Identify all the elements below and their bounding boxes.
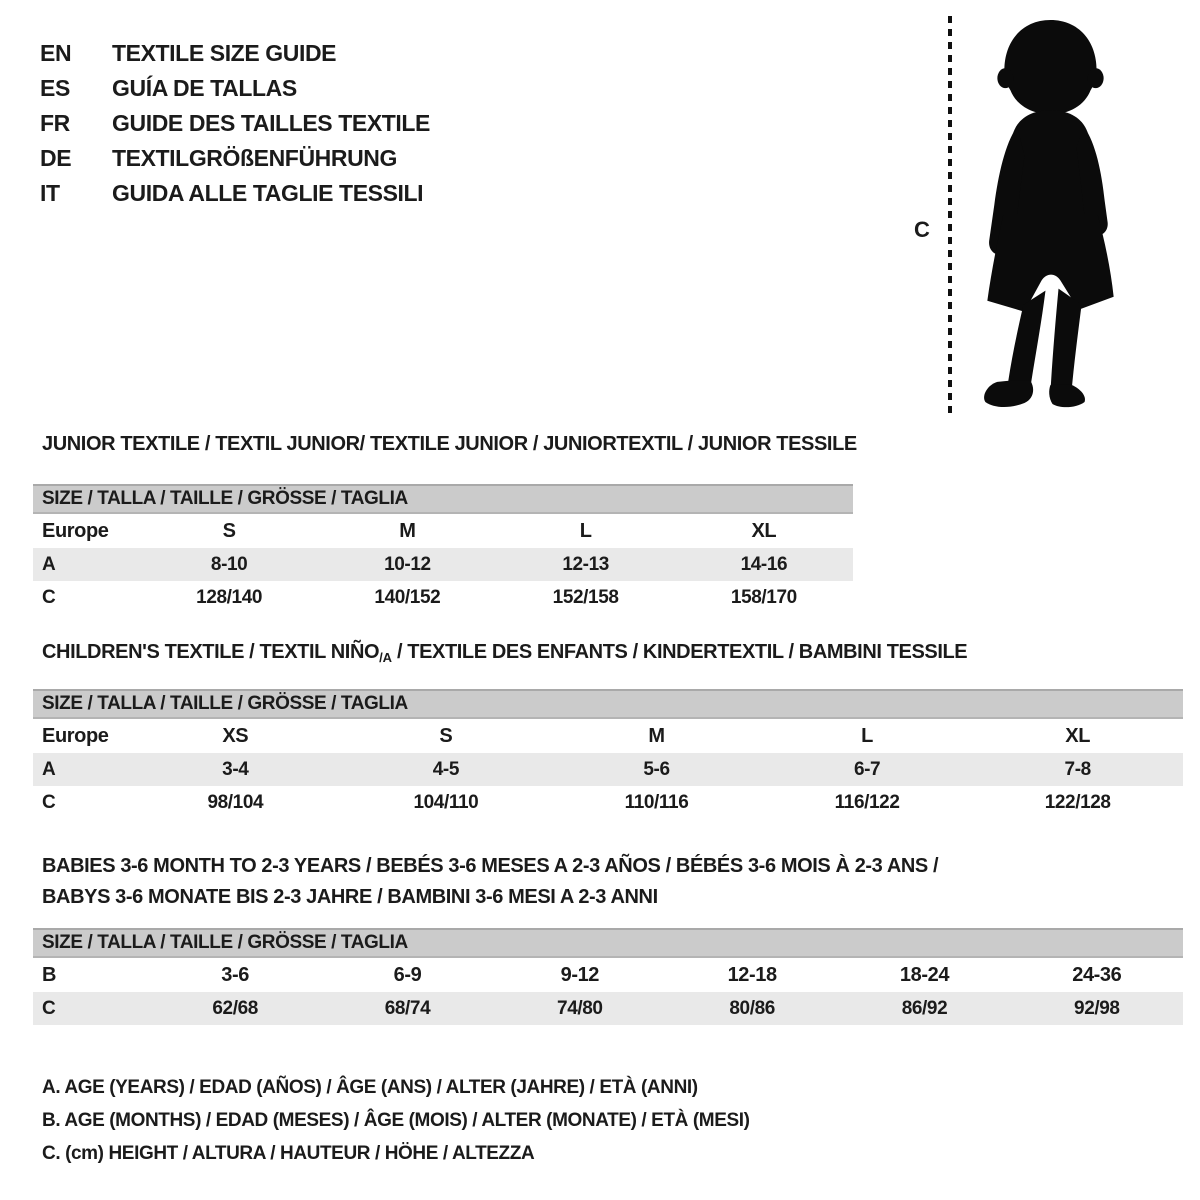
row-label: B — [42, 963, 57, 986]
age-cell: 5-6 — [643, 758, 670, 780]
age-cell: 3-4 — [222, 758, 249, 780]
table-row — [33, 786, 1183, 819]
lang-row-en — [40, 36, 430, 71]
months-cell: 24-36 — [1072, 963, 1122, 986]
children-title-pre: CHILDREN'S TEXTILE / TEXTIL NIÑO — [42, 641, 380, 663]
months-cell: 9-12 — [560, 963, 600, 986]
children-size-table — [33, 689, 1183, 819]
months-cell: 6-9 — [393, 963, 422, 986]
height-cell: 92/98 — [1074, 997, 1120, 1019]
children-section-title — [42, 641, 967, 664]
months-cell: 3-6 — [221, 963, 250, 986]
legend-line-b: B. AGE (MONTHS) / EDAD (MESES) / ÂGE (MOIS) / ALTER (MONATE) / ETÀ (MESI) — [42, 1110, 750, 1131]
height-measure-label: C — [914, 217, 930, 242]
months-cell: 18-24 — [899, 963, 950, 986]
row-label: A — [42, 758, 56, 780]
height-cell: 104/110 — [413, 791, 479, 813]
row-label: Europe — [42, 519, 109, 542]
size-cell: M — [648, 724, 665, 747]
table-row — [33, 719, 1183, 753]
height-cell: 68/74 — [384, 997, 431, 1019]
babies-size-header-bar: SIZE / TALLA / TAILLE / GRÖSSE / TAGLIA — [33, 928, 1183, 958]
lang-code-de: DE — [40, 145, 72, 171]
babies-title-line1: BABIES 3-6 MONTH TO 2-3 YEARS / BEBÉS 3-6 MESES A 2-3 AÑOS / BÉBÉS 3-6 MOIS À 2-3 ANS / — [42, 855, 939, 877]
babies-section-title — [42, 851, 938, 913]
height-cell: 140/152 — [374, 586, 441, 608]
row-label: Europe — [42, 724, 109, 747]
height-cell: 80/86 — [729, 997, 775, 1019]
legend-line-c: C. (cm) HEIGHT / ALTURA / HAUTEUR / HÖHE / ALTEZZA — [42, 1143, 535, 1164]
legend-block — [42, 1071, 750, 1170]
lang-code-fr: FR — [40, 110, 70, 136]
height-dashed-line — [948, 16, 952, 416]
table-row — [33, 992, 1183, 1025]
row-label: A — [42, 553, 56, 575]
lang-code-en: EN — [40, 40, 72, 66]
lang-title-es: GUÍA DE TALLAS — [112, 75, 297, 101]
babies-title-line2: BABYS 3-6 MONATE BIS 2-3 JAHRE / BAMBINI 3-6 MESI A 2-3 ANNI — [42, 886, 658, 908]
language-title-block — [40, 36, 430, 211]
age-cell: 12-13 — [562, 553, 609, 575]
size-cell: XL — [1065, 724, 1091, 747]
row-label: C — [42, 586, 56, 608]
children-size-header-bar: SIZE / TALLA / TAILLE / GRÖSSE / TAGLIA — [33, 689, 1183, 719]
age-cell: 8-10 — [210, 553, 248, 575]
children-title-subscript: /A — [379, 650, 392, 665]
size-cell: L — [579, 519, 592, 542]
age-cell: 7-8 — [1064, 758, 1091, 780]
legend-line-a: A. AGE (YEARS) / EDAD (AÑOS) / ÂGE (ANS) / ALTER (JAHRE) / ETÀ (ANNI) — [42, 1077, 698, 1098]
height-cell: 122/128 — [1044, 791, 1111, 813]
table-row — [33, 958, 1183, 992]
table-row — [33, 548, 853, 581]
junior-size-header-bar: SIZE / TALLA / TAILLE / GRÖSSE / TAGLIA — [33, 484, 853, 514]
months-cell: 12-18 — [727, 963, 777, 986]
size-cell: XL — [751, 519, 777, 542]
height-cell: 74/80 — [557, 997, 603, 1019]
size-cell: XS — [222, 724, 249, 747]
height-cell: 152/158 — [552, 586, 619, 608]
table-row — [33, 581, 853, 614]
age-cell: 6-7 — [853, 758, 881, 780]
row-label: C — [42, 791, 56, 813]
height-cell: 86/92 — [901, 997, 948, 1019]
lang-row-it — [40, 176, 430, 211]
age-cell: 14-16 — [740, 553, 788, 575]
table-row — [33, 514, 853, 548]
lang-code-it: IT — [40, 180, 60, 206]
junior-section-title: JUNIOR TEXTILE / TEXTIL JUNIOR/ TEXTILE JUNIOR / JUNIORTEXTIL / JUNIOR TESSILE — [42, 433, 857, 455]
lang-row-de — [40, 141, 430, 176]
lang-title-it: GUIDA ALLE TAGLIE TESSILI — [112, 180, 424, 206]
children-title-post: / TEXTILE DES ENFANTS / KINDERTEXTIL / BAMBINI TESSILE — [391, 641, 968, 663]
size-cell: L — [861, 724, 873, 747]
babies-size-table — [33, 928, 1183, 1025]
height-cell: 128/140 — [196, 586, 263, 608]
toddler-silhouette-icon — [962, 14, 1140, 420]
height-cell: 62/68 — [212, 997, 258, 1019]
lang-row-fr — [40, 106, 430, 141]
age-cell: 10-12 — [384, 553, 431, 575]
lang-title-fr: GUIDE DES TAILLES TEXTILE — [112, 110, 430, 136]
size-cell: S — [439, 724, 453, 747]
height-cell: 158/170 — [730, 586, 797, 608]
lang-row-es — [40, 71, 430, 106]
table-row — [33, 753, 1183, 786]
lang-title-de: TEXTILGRÖßENFÜHRUNG — [112, 145, 397, 171]
height-cell: 98/104 — [207, 791, 264, 813]
height-cell: 110/116 — [624, 791, 689, 813]
size-cell: M — [399, 519, 416, 542]
lang-code-es: ES — [40, 75, 70, 101]
junior-size-table — [33, 484, 853, 614]
size-cell: S — [222, 519, 236, 542]
lang-title-en: TEXTILE SIZE GUIDE — [112, 40, 337, 66]
height-cell: 116/122 — [834, 791, 900, 813]
row-label: C — [42, 997, 56, 1019]
age-cell: 4-5 — [432, 758, 460, 780]
